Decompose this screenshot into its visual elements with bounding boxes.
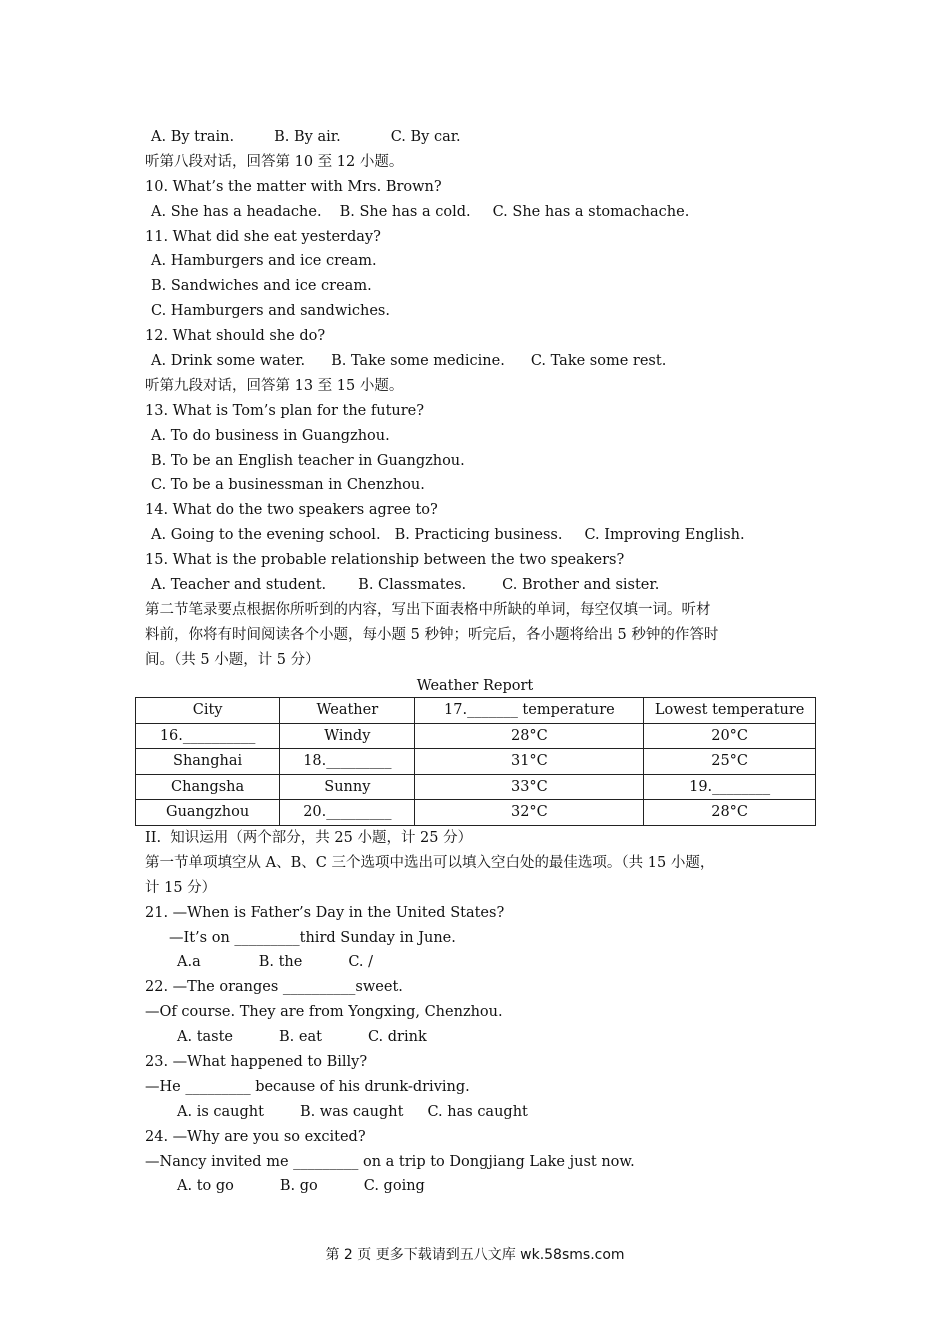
text-line: —He _________ because of his drunk-driving. (145, 1078, 470, 1095)
options-line (145, 200, 825, 225)
text-line: 21. —When is Father’s Day in the United States? (145, 904, 505, 921)
text-line: 计 15 分） (145, 879, 217, 896)
options-line (145, 1174, 825, 1199)
text-line: 听第九段对话，回答第 13 至 15 小题。 (145, 377, 404, 394)
table-cell: Guangzhou (136, 800, 280, 826)
table-row (136, 723, 816, 749)
options-line (145, 125, 825, 150)
option: A. to go (177, 1178, 234, 1195)
options-line (145, 1025, 825, 1050)
option: B. Take some medicine. (331, 353, 505, 370)
option: B. was caught (299, 1103, 404, 1120)
option: A. Going to the evening school. (151, 527, 381, 544)
option: A. is caught (177, 1103, 264, 1120)
text-line: A. To do business in Guangzhou. (151, 427, 390, 444)
option: A. By train. (151, 129, 235, 145)
table-cell: 17._______ temperature (415, 698, 644, 724)
table-cell: City (136, 698, 280, 724)
listening-section (145, 125, 825, 673)
text-line: 11. What did she eat yesterday? (145, 228, 381, 245)
table-cell: 20._________ (280, 800, 415, 826)
options-line (145, 1100, 825, 1125)
knowledge-section (145, 826, 825, 1199)
table-cell: 33°C (415, 774, 644, 800)
options-line (145, 573, 825, 598)
text-line: —Of course. They are from Yongxing, Chenzhou. (145, 1004, 503, 1021)
options-line (145, 349, 825, 374)
option: C. going (363, 1178, 425, 1195)
table-cell: Weather (280, 698, 415, 724)
text-line: 间。（共 5 小题，计 5 分） (145, 651, 320, 668)
weather-report-table (135, 697, 816, 826)
option: B. the (258, 954, 303, 971)
option: C. drink (367, 1029, 427, 1046)
option: B. By air. (274, 129, 341, 145)
table-cell: 25°C (644, 749, 816, 775)
text-line: A. Hamburgers and ice cream. (151, 253, 377, 270)
page-footer: 第 2 页 更多下载请到五八文库 wk.58sms.com (325, 1247, 625, 1263)
text-line: B. Sandwiches and ice cream. (151, 278, 372, 295)
option: A. Drink some water. (151, 353, 306, 370)
option: C. / (348, 954, 374, 971)
option: C. has caught (427, 1103, 528, 1120)
option: B. Classmates. (358, 577, 467, 594)
option: C. She has a stomachache. (492, 203, 690, 220)
table-cell: 19.________ (644, 774, 816, 800)
option: A. taste (177, 1029, 234, 1046)
table-cell: 18._________ (280, 749, 415, 775)
text-line: 第一节单项填空从 A、B、C 三个选项中选出可以填入空白处的最佳选项。（共 15 小题， (145, 854, 715, 871)
option: B. She has a cold. (339, 203, 471, 220)
table-header-row (136, 698, 816, 724)
text-line: —It’s on _________third Sunday in June. (169, 929, 456, 946)
text-line: 14. What do the two speakers agree to? (145, 502, 438, 519)
option: A. She has a headache. (151, 203, 322, 220)
table-cell: 28°C (644, 800, 816, 826)
option: C. Take some rest. (530, 353, 667, 370)
table-cell: 28°C (415, 723, 644, 749)
options-line (145, 523, 825, 548)
table-caption: Weather Report (416, 678, 534, 694)
table-cell: Sunny (280, 774, 415, 800)
table-cell: Changsha (136, 774, 280, 800)
text-line: 12. What should she do? (145, 328, 326, 345)
table-cell: 16.__________ (136, 723, 280, 749)
table-row (136, 749, 816, 775)
text-line: 23. —What happened to Billy? (145, 1054, 368, 1071)
option: B. eat (279, 1029, 322, 1046)
option: B. Practicing business. (394, 527, 563, 544)
option: B. go (279, 1178, 318, 1195)
table-cell: 20°C (644, 723, 816, 749)
table-row (136, 774, 816, 800)
text-line: 13. What is Tom’s plan for the future? (145, 402, 425, 419)
option: C. Improving English. (584, 527, 745, 544)
table-cell: Windy (280, 723, 415, 749)
table-cell: Lowest temperature (644, 698, 816, 724)
table-cell: Shanghai (136, 749, 280, 775)
table-cell: 31°C (415, 749, 644, 775)
table-cell: 32°C (415, 800, 644, 826)
text-line: 24. —Why are you so excited? (145, 1128, 366, 1145)
option: A. Teacher and student. (151, 577, 327, 594)
text-line: II. 知识运用（两个部分，共 25 小题，计 25 分） (145, 830, 473, 846)
text-line: 第二节笔录要点根据你所听到的内容，写出下面表格中所缺的单词，每空仅填一词。听材 (145, 601, 711, 618)
option: C. Brother and sister. (502, 577, 660, 594)
text-line: 10. What’s the matter with Mrs. Brown? (145, 178, 442, 195)
text-line: 听第八段对话，回答第 10 至 12 小题。 (145, 153, 404, 170)
text-line: B. To be an English teacher in Guangzhou. (151, 452, 465, 469)
text-line: —Nancy invited me _________ on a trip to Dongjiang Lake just now. (145, 1153, 635, 1170)
option: A.a (177, 954, 201, 971)
option: C. By car. (390, 129, 461, 145)
text-line: 22. —The oranges __________sweet. (145, 979, 403, 996)
text-line: 料前，你将有时间阅读各个小题，每小题 5 秒钟；听完后，各小题将给出 5 秒钟的作答时 (145, 626, 719, 643)
text-line: 15. What is the probable relationship between the two speakers? (145, 552, 625, 569)
text-line: C. To be a businessman in Chenzhou. (151, 477, 425, 494)
text-line: C. Hamburgers and sandwiches. (151, 303, 390, 320)
options-line (145, 950, 825, 975)
table-row (136, 800, 816, 826)
